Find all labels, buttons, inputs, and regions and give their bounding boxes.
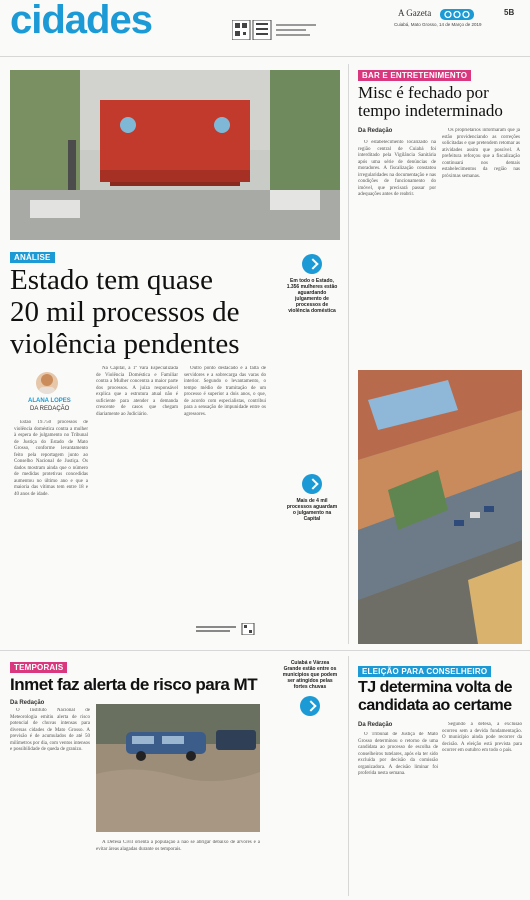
inmet-story-col1: O Instituto Nacional de Meteorologia emitiu alerta de risco potencial de chuvas intensas para diversas cidades de Mato Grosso. A previsão é de acumulados de até 50 milímetros por dia, com ventos intensos e possibilidade de queda de granizo. [10,708,90,752]
masthead-divider [0,56,530,57]
author-avatar [36,372,58,394]
inmet-story-bottom: A Defesa Civil orienta a população a não se abrigar debaixo de árvores e a evitar áreas alagadas durante os temporais. [96,840,260,852]
main-photo [10,70,340,240]
main-story-col1: Estão 19.750 processos de violência doméstica contra a mulher à espera de julgamento no Tribunal de Justiça do Estado de Mato Grosso, conforme levantamento feito pela reportagem junto ao Conselho Nacional de Justiça. Os dados mostram ainda que o número de medidas protetivas concedidas aumentou no último ano e que a maioria das vítimas tem entre 18 e 40 anos de idade. [14,420,88,497]
misc-story-col1: O estabelecimento localizado na região central de Cuiabá foi interditado pela Vigilância Sanitária após uma série de denúncias de moradores. A fiscalização constatou irregularidades na documentação e nas condições de funcionamento do imóvel, que precisará passar por adequações antes de reabrir. [358,140,436,197]
main-story-kicker: ANÁLISE [10,252,55,263]
main-story-sidebar-2: Mais de 4 mil processos aguardam o julgamento na Capital [286,474,338,522]
main-story-headline-line2: 20 mil processos de [10,296,240,328]
section-title: cidades [10,0,152,42]
tj-story-col2: Segundo a defesa, a exclusão ocorreu sem a devida fundamentação. O município ainda pode recorrer da decisão. A eleição está prevista para ocorrer em outubro em todo o país. [442,722,522,753]
masthead [0,0,530,56]
main-story-col3: Outro ponto destacado é a falta de servidores e a sobrecarga das varas do interior. Segundo o levantamento, o tempo médio de tramitação de um processo é superior a dois anos, o que, de acordo com especialistas, contribui para a sensação de impunidade entre os agressores. [184,366,266,417]
inmet-story-byline: Da Redação [10,700,45,706]
misc-story-byline: Da Redação [358,128,393,134]
main-story-author: ALANA LOPES [28,398,71,404]
horizontal-divider [0,650,530,651]
paper-logo-icon [440,7,474,18]
inmet-story-headline: Inmet faz alerta de risco para MT [10,675,258,694]
tj-story-headline-line1: TJ determina volta de [358,679,512,696]
main-story-headline-line3: violência pendentes [10,328,240,360]
tj-story-headline-line2: candidata ao certame [358,697,512,714]
edition-date: Cuiabá, Mato Grosso, 14 de Março de 2019 [394,22,482,27]
qr-code-icon [232,20,272,40]
main-story-qr-icon [196,622,260,634]
arrow-circle-icon [302,254,322,274]
inmet-story-sidebar: Cuiabá e Várzea Grande estão entre os municípios que podem ser atingidos pelas fortes chuvas [282,660,338,720]
main-story-headline-line1: Estado tem quase [10,264,213,296]
misc-story-headline-line2: tempo indeterminado [358,101,503,120]
paper-name: A Gazeta [398,8,432,18]
main-story-author-role: DA REDAÇÃO [30,406,70,412]
masthead-promo-lines [276,24,316,36]
main-story-sidebar-1: Em todo o Estado, 1.356 mulheres estão aguardando julgamento de processos de violência doméstica [286,254,338,314]
misc-story-col2: Os proprietários informaram que já estão providenciando as correções solicitadas e que pretendem retomar as atividades assim que possível. A prefeitura reforçou que a fiscalização continuará nos demais estabelecimentos da região nas próximas semanas. [442,128,520,179]
main-story-col2: Na Capital, a 1ª Vara Especializada de Violência Doméstica e Familiar contra a Mulher concentra a maior parte dos processos. A juíza responsável explica que a estrutura atual não é suficiente para atender a demanda crescente de casos que chegam diariamente ao Judiciário. [96,366,178,417]
flood-photo [96,704,260,832]
misc-story-headline-line1: Misc é fechado por [358,83,489,102]
left-column-divider [348,64,349,644]
arrow-circle-icon [302,474,322,494]
bottom-column-divider [348,656,349,896]
page-number: 5B [504,8,515,17]
tj-story-col1: O Tribunal de Justiça de Mato Grosso determinou o retorno de uma candidata ao processo de escolha de conselheiros tutelares, após ela ter sido excluída por decisão da comissão organizadora. A decisão liminar foi proferida nesta semana. [358,732,438,776]
inmet-story-kicker: TEMPORAIS [10,662,67,673]
tj-story-kicker: ELEIÇÃO PARA CONSELHEIRO [358,666,491,677]
aerial-photo [358,370,522,644]
arrow-circle-icon [300,696,320,716]
tj-story-byline: Da Redação [358,722,393,728]
misc-story-kicker: BAR E ENTRETENIMENTO [358,70,471,81]
